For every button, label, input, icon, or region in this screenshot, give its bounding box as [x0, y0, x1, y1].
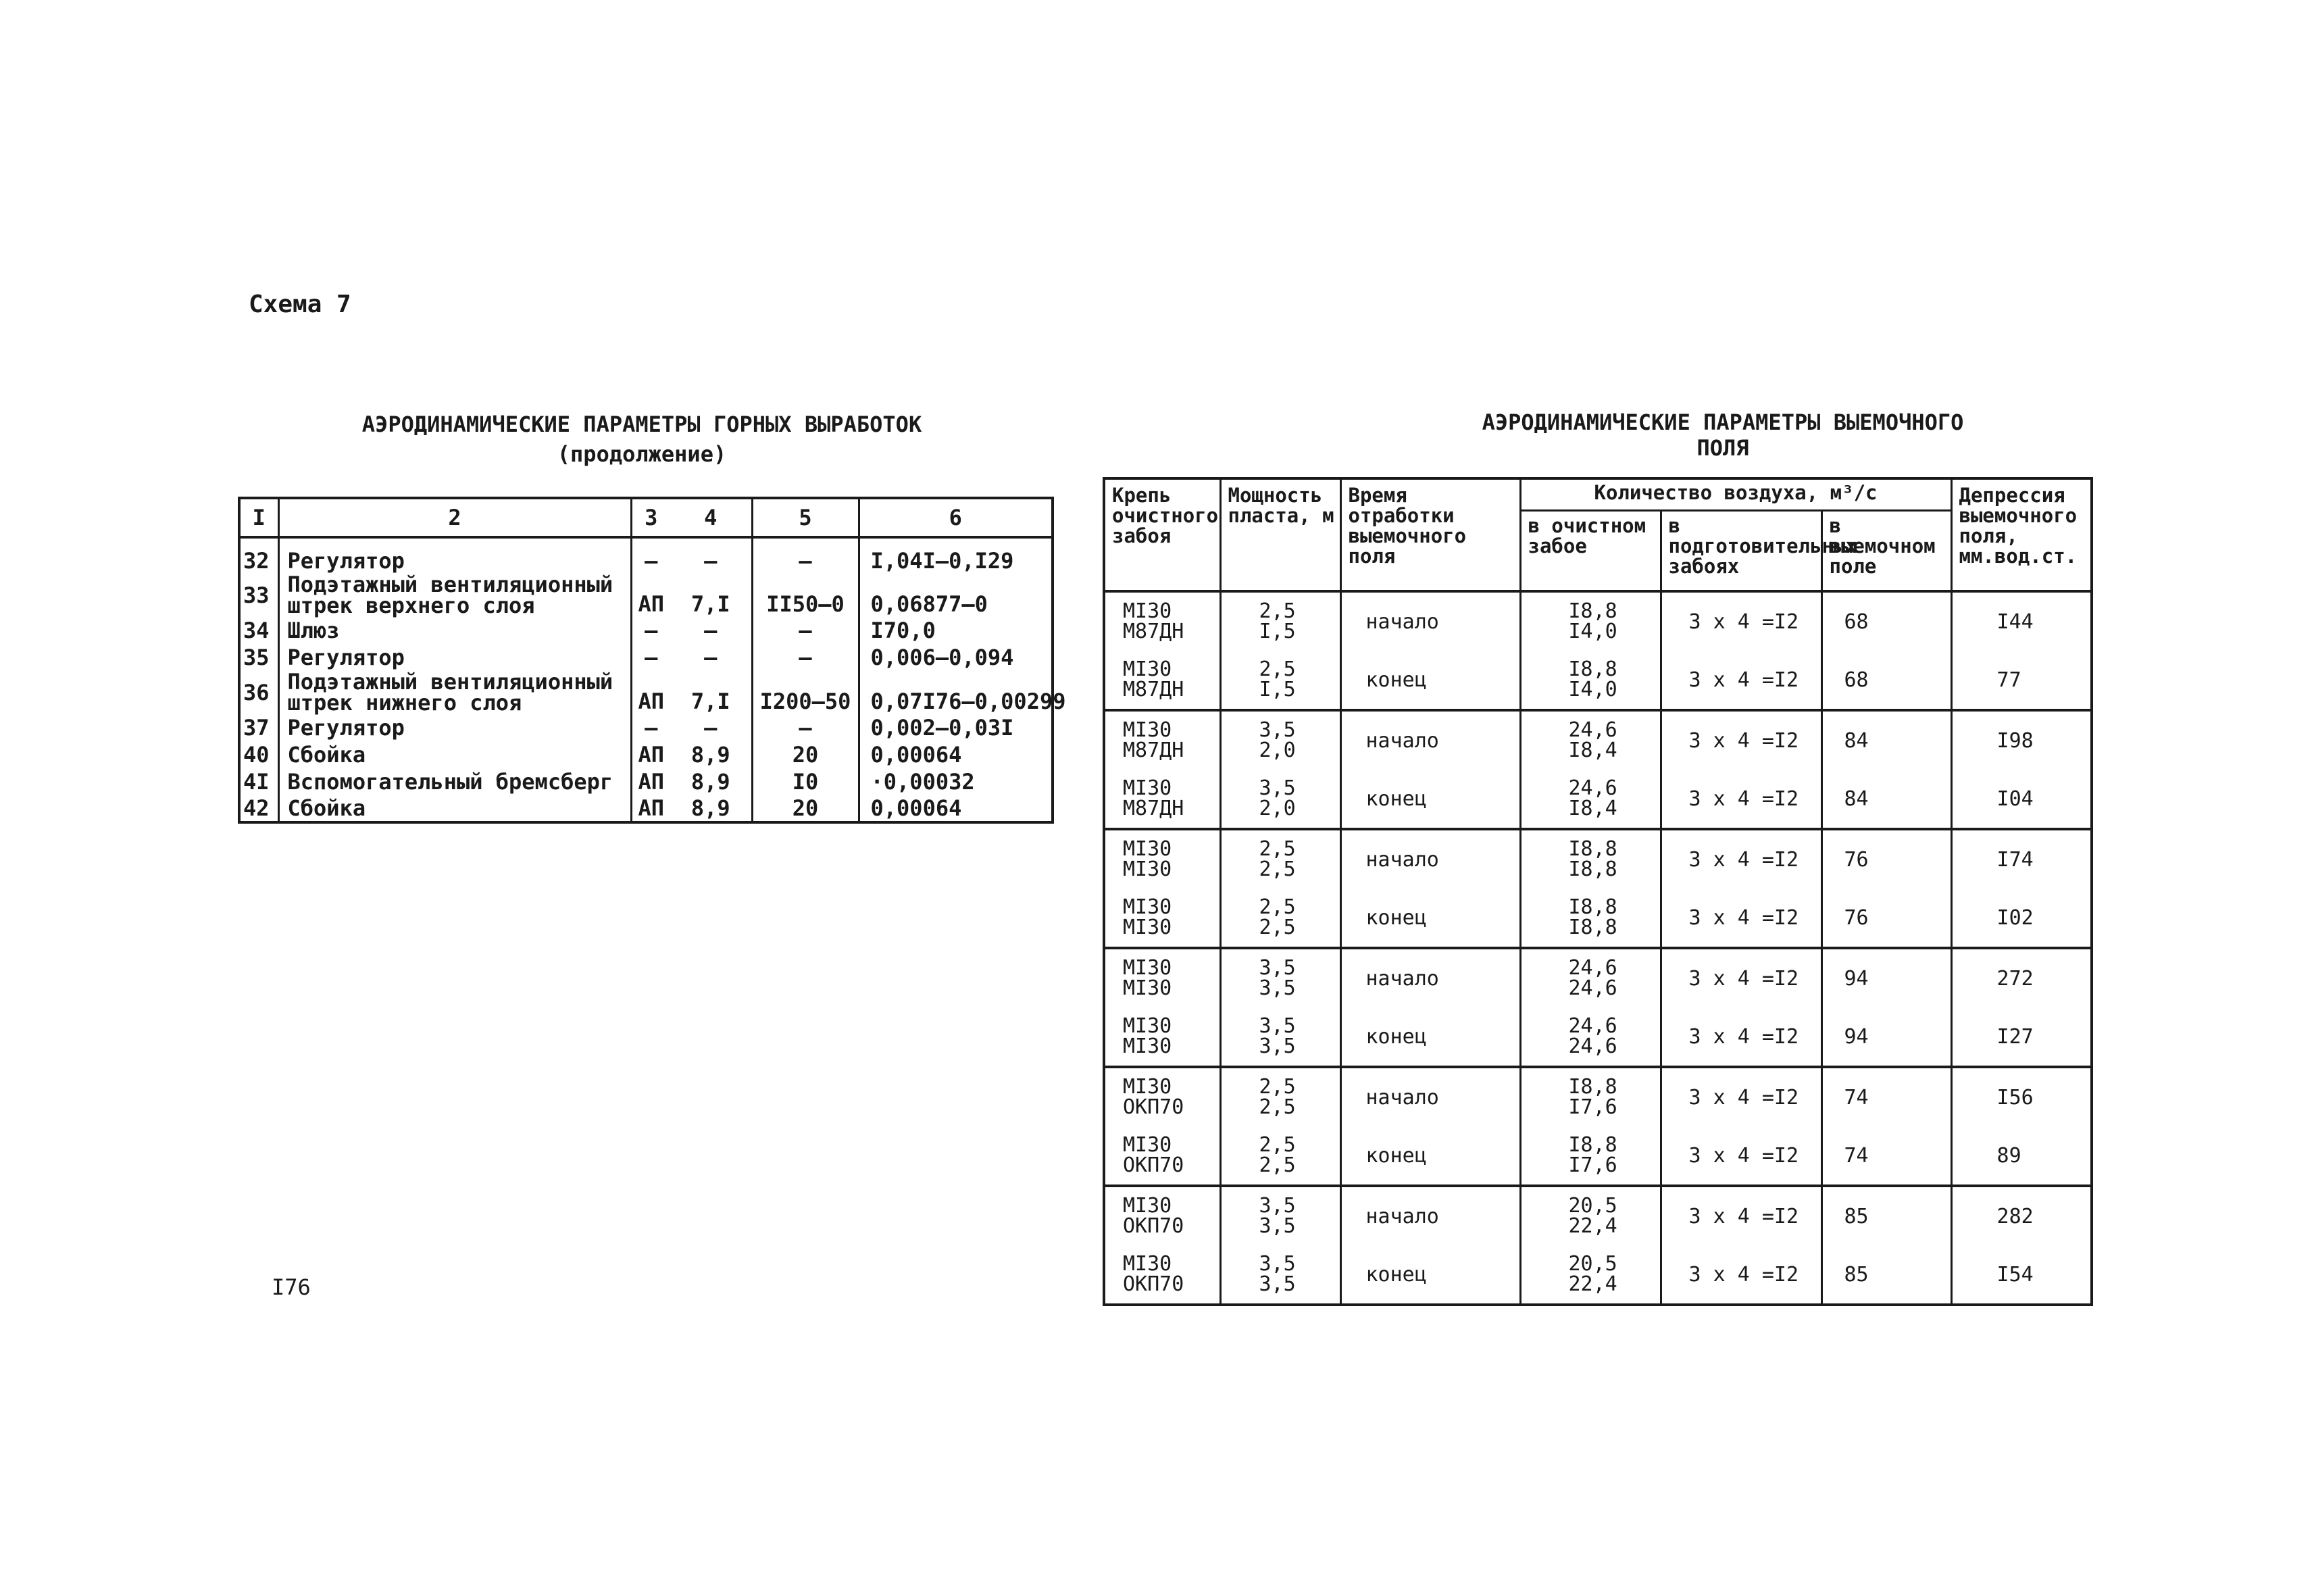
air-development: 3 x 4 =I2: [1661, 591, 1821, 651]
resistance: 0,002–0,03I: [859, 714, 1053, 741]
mining-stage: конец: [1340, 1007, 1520, 1067]
air-face: I8,8 I4,0: [1520, 591, 1661, 651]
cross-section: –: [670, 537, 752, 574]
table-row: [239, 714, 1053, 741]
depression: I02: [1951, 889, 2092, 948]
air-development: 3 x 4 =I2: [1661, 1007, 1821, 1067]
cross-section: 7,I: [670, 671, 752, 714]
air-development: 3 x 4 =I2: [1661, 1186, 1821, 1245]
left-table-subtitle: (продолжение): [557, 441, 727, 467]
depression: I04: [1951, 770, 2092, 829]
air-field: 68: [1821, 591, 1951, 651]
seam-thickness: 2,5 2,5: [1220, 829, 1340, 889]
working-name: Вспомогательный бремсберг: [278, 768, 631, 795]
support-type: АП: [638, 795, 665, 821]
table-row: [1104, 651, 2092, 710]
air-development: 3 x 4 =I2: [1661, 889, 1821, 948]
header-kolichestvo-vozdukha: Количество воздуха, м³/с: [1520, 478, 1951, 511]
row-number: 36: [239, 671, 278, 714]
extraction-field-table: [1103, 477, 2093, 1306]
mining-stage: начало: [1340, 1067, 1520, 1126]
resistance: 0,06877–0: [859, 574, 1053, 617]
table-row: [239, 741, 1053, 768]
air-development: 3 x 4 =I2: [1661, 1126, 1821, 1186]
seam-thickness: 2,5 2,5: [1220, 1067, 1340, 1126]
mining-stage: конец: [1340, 1245, 1520, 1305]
length: I200–50: [752, 671, 859, 714]
depression: 77: [1951, 651, 2092, 710]
air-field: 84: [1821, 770, 1951, 829]
left-header-col-5: 5: [752, 498, 859, 537]
air-face: 24,6 I8,4: [1520, 710, 1661, 770]
table-row: [239, 768, 1053, 795]
cross-section: 8,9: [670, 768, 752, 795]
mining-stage: начало: [1340, 948, 1520, 1007]
table-row: [1104, 1186, 2092, 1245]
left-header-col-3: 3: [631, 498, 670, 537]
mining-stage: начало: [1340, 591, 1520, 651]
length: –: [752, 537, 859, 574]
air-development: 3 x 4 =I2: [1661, 1067, 1821, 1126]
air-face: I8,8 I4,0: [1520, 651, 1661, 710]
page-number: I76: [272, 1274, 311, 1300]
left-table-title-block: [236, 409, 1047, 469]
air-field: 76: [1821, 829, 1951, 889]
face-support: МI30 МI30: [1104, 1007, 1220, 1067]
working-name: Регулятор: [278, 537, 631, 574]
cross-section: 8,9: [670, 741, 752, 768]
working-name: Подэтажный вентиляционный штрек нижнего слоя: [278, 671, 631, 714]
mining-stage: конец: [1340, 770, 1520, 829]
resistance: ·0,00032: [859, 768, 1053, 795]
air-field: 94: [1821, 1007, 1951, 1067]
working-name: Регулятор: [278, 714, 631, 741]
table-row: [1104, 1067, 2092, 1126]
length: 20: [752, 741, 859, 768]
header-depressiya: Депрессия выемочного поля, мм.вод.ст.: [1951, 478, 2092, 591]
face-support: МI30 ОКП70: [1104, 1245, 1220, 1305]
cross-section: –: [670, 644, 752, 671]
mining-stage: начало: [1340, 829, 1520, 889]
seam-thickness: 3,5 2,0: [1220, 770, 1340, 829]
air-field: 84: [1821, 710, 1951, 770]
row-number: 35: [239, 644, 278, 671]
table-row: [1104, 829, 2092, 889]
face-support: МI30 М87ДН: [1104, 591, 1220, 651]
support-type: –: [645, 645, 658, 670]
length: –: [752, 714, 859, 741]
row-number: 33: [239, 574, 278, 617]
face-support: МI30 ОКП70: [1104, 1067, 1220, 1126]
face-support: МI30 МI30: [1104, 889, 1220, 948]
right-table-header-row: [1104, 478, 2092, 511]
table-row: [1104, 948, 2092, 1007]
subheader-podgotovitelnye-zaboi: в подготовительных забоях: [1661, 511, 1821, 592]
row-number: 34: [239, 617, 278, 644]
air-face: 24,6 24,6: [1520, 1007, 1661, 1067]
row-number: 40: [239, 741, 278, 768]
cross-section: –: [670, 714, 752, 741]
depression: I44: [1951, 591, 2092, 651]
schema-label: Схема 7: [249, 291, 351, 318]
air-face: 24,6 I8,4: [1520, 770, 1661, 829]
face-support: МI30 М87ДН: [1104, 770, 1220, 829]
cross-section: 8,9: [670, 795, 752, 822]
left-table-header-row: [239, 498, 1053, 537]
seam-thickness: 2,5 2,5: [1220, 1126, 1340, 1186]
length: 20: [752, 795, 859, 822]
seam-thickness: 3,5 3,5: [1220, 948, 1340, 1007]
working-name: Шлюз: [278, 617, 631, 644]
table-row: [1104, 1126, 2092, 1186]
left-header-col-2: 2: [278, 498, 631, 537]
resistance: 0,00064: [859, 795, 1053, 822]
resistance: 0,00064: [859, 741, 1053, 768]
table-row: [1104, 710, 2092, 770]
mining-stage: конец: [1340, 1126, 1520, 1186]
depression: 89: [1951, 1126, 2092, 1186]
air-field: 76: [1821, 889, 1951, 948]
table-row: [1104, 1245, 2092, 1305]
table-row: [239, 671, 1053, 714]
left-header-col-6: 6: [859, 498, 1053, 537]
face-support: МI30 МI30: [1104, 948, 1220, 1007]
header-krep: Крепь очистного забоя: [1104, 478, 1220, 591]
air-face: I8,8 I7,6: [1520, 1067, 1661, 1126]
row-number: 4I: [239, 768, 278, 795]
support-type: –: [645, 548, 658, 574]
air-field: 74: [1821, 1067, 1951, 1126]
mining-stage: начало: [1340, 710, 1520, 770]
air-field: 85: [1821, 1245, 1951, 1305]
header-moshch: Мощность пласта, м: [1220, 478, 1340, 591]
table-row: [239, 644, 1053, 671]
support-type: АП: [638, 689, 665, 714]
resistance: 0,07I76–0,00299: [859, 671, 1053, 714]
air-face: 20,5 22,4: [1520, 1186, 1661, 1245]
air-face: I8,8 I8,8: [1520, 829, 1661, 889]
air-face: 24,6 24,6: [1520, 948, 1661, 1007]
length: I0: [752, 768, 859, 795]
air-development: 3 x 4 =I2: [1661, 1245, 1821, 1305]
right-table-title: АЭРОДИНАМИЧЕСКИЕ ПАРАМЕТРЫ ВЫЕМОЧНОГО ПОЛЯ: [1482, 409, 1964, 461]
seam-thickness: 2,5 I,5: [1220, 591, 1340, 651]
face-support: МI30 М87ДН: [1104, 651, 1220, 710]
air-development: 3 x 4 =I2: [1661, 770, 1821, 829]
depression: 272: [1951, 948, 2092, 1007]
length: –: [752, 617, 859, 644]
support-type: АП: [638, 742, 665, 768]
table-row: [1104, 770, 2092, 829]
air-face: 20,5 22,4: [1520, 1245, 1661, 1305]
support-type: АП: [638, 769, 665, 795]
resistance: I70,0: [859, 617, 1053, 644]
depression: I27: [1951, 1007, 2092, 1067]
air-development: 3 x 4 =I2: [1661, 948, 1821, 1007]
face-support: МI30 ОКП70: [1104, 1186, 1220, 1245]
header-vremya: Время отработки выемочного поля: [1340, 478, 1520, 591]
air-field: 68: [1821, 651, 1951, 710]
length: –: [752, 644, 859, 671]
cross-section: –: [670, 617, 752, 644]
face-support: МI30 ОКП70: [1104, 1126, 1220, 1186]
table-row: [239, 795, 1053, 822]
air-field: 85: [1821, 1186, 1951, 1245]
mining-stage: конец: [1340, 651, 1520, 710]
left-table-title: АЭРОДИНАМИЧЕСКИЕ ПАРАМЕТРЫ ГОРНЫХ ВЫРАБОТОК: [361, 412, 922, 437]
seam-thickness: 3,5 3,5: [1220, 1186, 1340, 1245]
air-field: 74: [1821, 1126, 1951, 1186]
air-face: I8,8 I8,8: [1520, 889, 1661, 948]
depression: I56: [1951, 1067, 2092, 1126]
seam-thickness: 3,5 2,0: [1220, 710, 1340, 770]
table-row: [1104, 591, 2092, 651]
air-development: 3 x 4 =I2: [1661, 651, 1821, 710]
seam-thickness: 3,5 3,5: [1220, 1007, 1340, 1067]
seam-thickness: 2,5 I,5: [1220, 651, 1340, 710]
face-support: МI30 М87ДН: [1104, 710, 1220, 770]
support-type: АП: [638, 591, 665, 617]
row-number: 37: [239, 714, 278, 741]
working-name: Сбойка: [278, 741, 631, 768]
table-row: [1104, 889, 2092, 948]
seam-thickness: 3,5 3,5: [1220, 1245, 1340, 1305]
depression: I74: [1951, 829, 2092, 889]
depression: I98: [1951, 710, 2092, 770]
resistance: 0,006–0,094: [859, 644, 1053, 671]
working-name: Регулятор: [278, 644, 631, 671]
left-header-col-1: I: [239, 498, 278, 537]
subheader-vyemochnoe-pole: в выемочном поле: [1821, 511, 1951, 592]
depression: I54: [1951, 1245, 2092, 1305]
mining-stage: начало: [1340, 1186, 1520, 1245]
row-number: 32: [239, 537, 278, 574]
table-row: [239, 574, 1053, 617]
length: II50–0: [752, 574, 859, 617]
support-type: –: [645, 618, 658, 643]
row-number: 42: [239, 795, 278, 822]
table-row: [239, 617, 1053, 644]
left-header-col-4: 4: [670, 498, 752, 537]
working-name: Подэтажный вентиляционный штрек верхнего слоя: [278, 574, 631, 617]
resistance: I,04I–0,I29: [859, 537, 1053, 574]
subheader-ochistnoy-zaboy: в очистном забое: [1520, 511, 1661, 592]
support-type: –: [645, 715, 658, 741]
seam-thickness: 2,5 2,5: [1220, 889, 1340, 948]
table-row: [1104, 1007, 2092, 1067]
mining-stage: конец: [1340, 889, 1520, 948]
air-face: I8,8 I7,6: [1520, 1126, 1661, 1186]
face-support: МI30 МI30: [1104, 829, 1220, 889]
table-row: [239, 537, 1053, 574]
depression: 282: [1951, 1186, 2092, 1245]
mine-workings-table: [238, 497, 1066, 824]
working-name: Сбойка: [278, 795, 631, 822]
air-development: 3 x 4 =I2: [1661, 710, 1821, 770]
cross-section: 7,I: [670, 574, 752, 617]
air-development: 3 x 4 =I2: [1661, 829, 1821, 889]
air-field: 94: [1821, 948, 1951, 1007]
